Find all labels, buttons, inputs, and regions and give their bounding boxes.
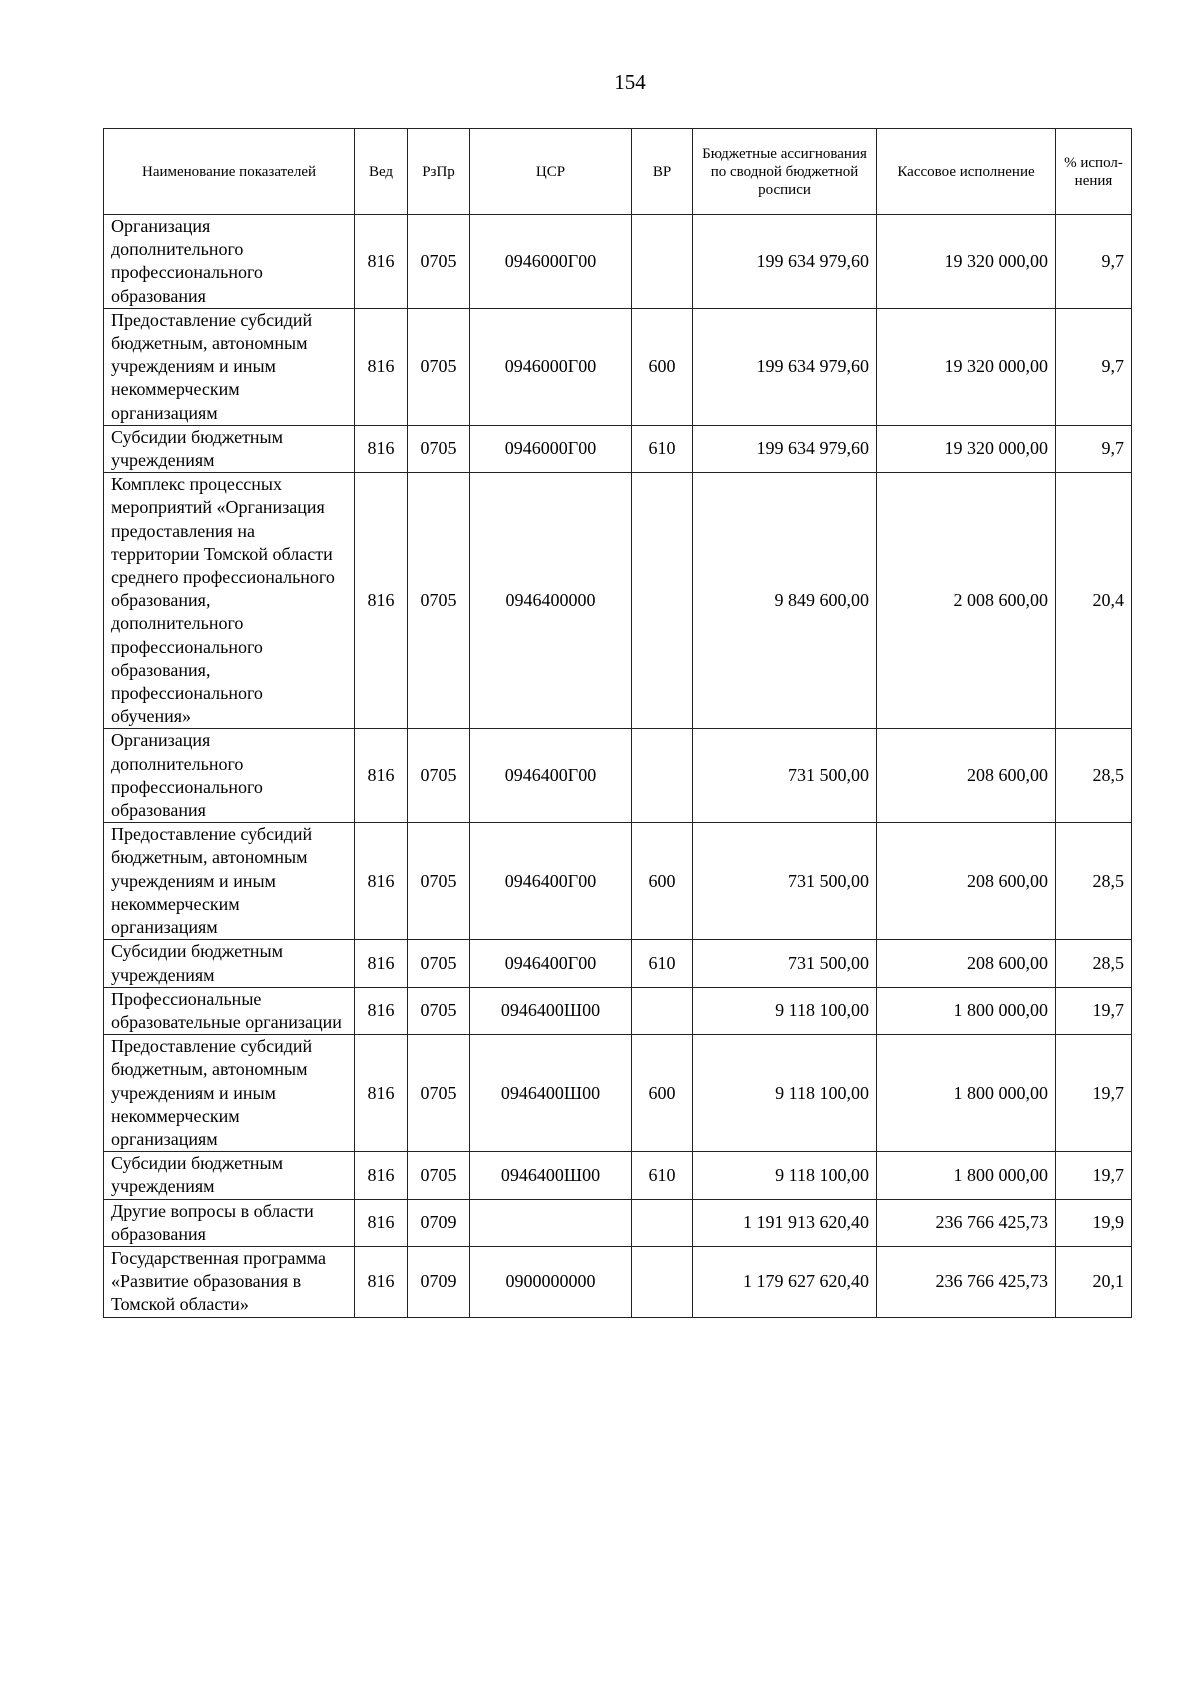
table-row (104, 308, 1132, 425)
row-csr: 0946400Г00 (470, 940, 632, 987)
row-cash: 208 600,00 (877, 823, 1056, 940)
row-vr (632, 987, 693, 1034)
table-row (104, 425, 1132, 472)
row-csr: 0946400Ш00 (470, 1152, 632, 1199)
row-rzpr: 0705 (408, 987, 470, 1034)
row-ved: 816 (355, 215, 408, 309)
row-percent: 28,5 (1056, 823, 1132, 940)
row-vr (632, 729, 693, 823)
row-vr: 600 (632, 1035, 693, 1152)
row-rzpr: 0705 (408, 425, 470, 472)
row-ved: 816 (355, 940, 408, 987)
row-rzpr: 0709 (408, 1199, 470, 1246)
row-budget: 9 118 100,00 (693, 1152, 877, 1199)
row-vr: 600 (632, 823, 693, 940)
table-row (104, 215, 1132, 309)
row-percent: 19,9 (1056, 1199, 1132, 1246)
row-budget: 1 191 913 620,40 (693, 1199, 877, 1246)
row-name: Субсидии бюджетным учреждениям (104, 1152, 355, 1199)
row-rzpr: 0705 (408, 940, 470, 987)
table-row (104, 729, 1132, 823)
row-percent: 9,7 (1056, 425, 1132, 472)
header-vr: ВР (632, 129, 693, 215)
row-name: Профессиональные образовательные организации (104, 987, 355, 1034)
row-vr (632, 1246, 693, 1317)
row-ved: 816 (355, 1035, 408, 1152)
row-cash: 236 766 425,73 (877, 1199, 1056, 1246)
row-rzpr: 0709 (408, 1246, 470, 1317)
row-name: Субсидии бюджетным учреждениям (104, 940, 355, 987)
row-csr: 0900000000 (470, 1246, 632, 1317)
row-csr: 0946400Г00 (470, 729, 632, 823)
row-name: Предоставление субсидий бюджетным, автономным учреждениям и иным некоммерческим организациям (104, 308, 355, 425)
row-cash: 1 800 000,00 (877, 987, 1056, 1034)
table-header-row (104, 129, 1132, 215)
row-ved: 816 (355, 473, 408, 729)
row-budget: 731 500,00 (693, 823, 877, 940)
page-number: 154 (614, 70, 646, 94)
row-ved: 816 (355, 1152, 408, 1199)
row-vr: 600 (632, 308, 693, 425)
row-name: Предоставление субсидий бюджетным, автономным учреждениям и иным некоммерческим организациям (104, 823, 355, 940)
row-percent: 28,5 (1056, 940, 1132, 987)
row-name: Организация дополнительного профессионального образования (104, 215, 355, 309)
row-rzpr: 0705 (408, 823, 470, 940)
row-budget: 199 634 979,60 (693, 308, 877, 425)
row-ved: 816 (355, 1246, 408, 1317)
row-percent: 20,1 (1056, 1246, 1132, 1317)
row-percent: 19,7 (1056, 987, 1132, 1034)
row-name: Другие вопросы в области образования (104, 1199, 355, 1246)
row-ved: 816 (355, 425, 408, 472)
row-cash: 208 600,00 (877, 940, 1056, 987)
row-csr: 0946000Г00 (470, 215, 632, 309)
row-budget: 9 118 100,00 (693, 1035, 877, 1152)
table-row (104, 473, 1132, 729)
row-budget: 199 634 979,60 (693, 425, 877, 472)
row-csr: 0946400Г00 (470, 823, 632, 940)
row-rzpr: 0705 (408, 1152, 470, 1199)
header-csr: ЦСР (470, 129, 632, 215)
row-ved: 816 (355, 987, 408, 1034)
row-csr: 0946400000 (470, 473, 632, 729)
table-row (104, 940, 1132, 987)
table-row (104, 1035, 1132, 1152)
table-row (104, 823, 1132, 940)
row-cash: 19 320 000,00 (877, 215, 1056, 309)
row-vr: 610 (632, 425, 693, 472)
header-rzpr: РзПр (408, 129, 470, 215)
row-budget: 199 634 979,60 (693, 215, 877, 309)
row-name: Комплекс процессных мероприятий «Организация предоставления на территории Томской области среднего профессионального образования, дополнительного профессионального образования, профессионального обучения» (104, 473, 355, 729)
row-cash: 1 800 000,00 (877, 1152, 1056, 1199)
row-budget: 731 500,00 (693, 940, 877, 987)
row-cash: 236 766 425,73 (877, 1246, 1056, 1317)
row-percent: 19,7 (1056, 1035, 1132, 1152)
row-percent: 28,5 (1056, 729, 1132, 823)
row-cash: 19 320 000,00 (877, 425, 1056, 472)
row-budget: 9 849 600,00 (693, 473, 877, 729)
row-budget: 9 118 100,00 (693, 987, 877, 1034)
header-name: Наименование показателей (104, 129, 355, 215)
row-csr: 0946400Ш00 (470, 987, 632, 1034)
row-name: Предоставление субсидий бюджетным, автономным учреждениям и иным некоммерческим организациям (104, 1035, 355, 1152)
row-cash: 208 600,00 (877, 729, 1056, 823)
row-vr (632, 1199, 693, 1246)
header-percent: % испол-нения (1056, 129, 1132, 215)
row-name: Государственная программа «Развитие образования в Томской области» (104, 1246, 355, 1317)
row-budget: 1 179 627 620,40 (693, 1246, 877, 1317)
row-csr: 0946400Ш00 (470, 1035, 632, 1152)
row-csr: 0946000Г00 (470, 308, 632, 425)
row-ved: 816 (355, 729, 408, 823)
row-ved: 816 (355, 1199, 408, 1246)
row-cash: 2 008 600,00 (877, 473, 1056, 729)
row-rzpr: 0705 (408, 215, 470, 309)
row-vr: 610 (632, 940, 693, 987)
row-cash: 1 800 000,00 (877, 1035, 1056, 1152)
header-budget: Бюджетные ассигнования по сводной бюджетной росписи (693, 129, 877, 215)
row-percent: 9,7 (1056, 215, 1132, 309)
row-rzpr: 0705 (408, 308, 470, 425)
row-vr: 610 (632, 1152, 693, 1199)
table-row (104, 1246, 1132, 1317)
row-csr: 0946000Г00 (470, 425, 632, 472)
budget-execution-table (103, 128, 1132, 1318)
table-row (104, 987, 1132, 1034)
row-rzpr: 0705 (408, 729, 470, 823)
row-budget: 731 500,00 (693, 729, 877, 823)
table-row (104, 1199, 1132, 1246)
header-cash: Кассовое исполнение (877, 129, 1056, 215)
row-percent: 20,4 (1056, 473, 1132, 729)
table-row (104, 1152, 1132, 1199)
row-csr (470, 1199, 632, 1246)
row-ved: 816 (355, 823, 408, 940)
row-percent: 19,7 (1056, 1152, 1132, 1199)
row-cash: 19 320 000,00 (877, 308, 1056, 425)
row-vr (632, 473, 693, 729)
row-name: Организация дополнительного профессионального образования (104, 729, 355, 823)
row-rzpr: 0705 (408, 473, 470, 729)
row-percent: 9,7 (1056, 308, 1132, 425)
row-ved: 816 (355, 308, 408, 425)
header-ved: Вед (355, 129, 408, 215)
row-name: Субсидии бюджетным учреждениям (104, 425, 355, 472)
row-vr (632, 215, 693, 309)
row-rzpr: 0705 (408, 1035, 470, 1152)
